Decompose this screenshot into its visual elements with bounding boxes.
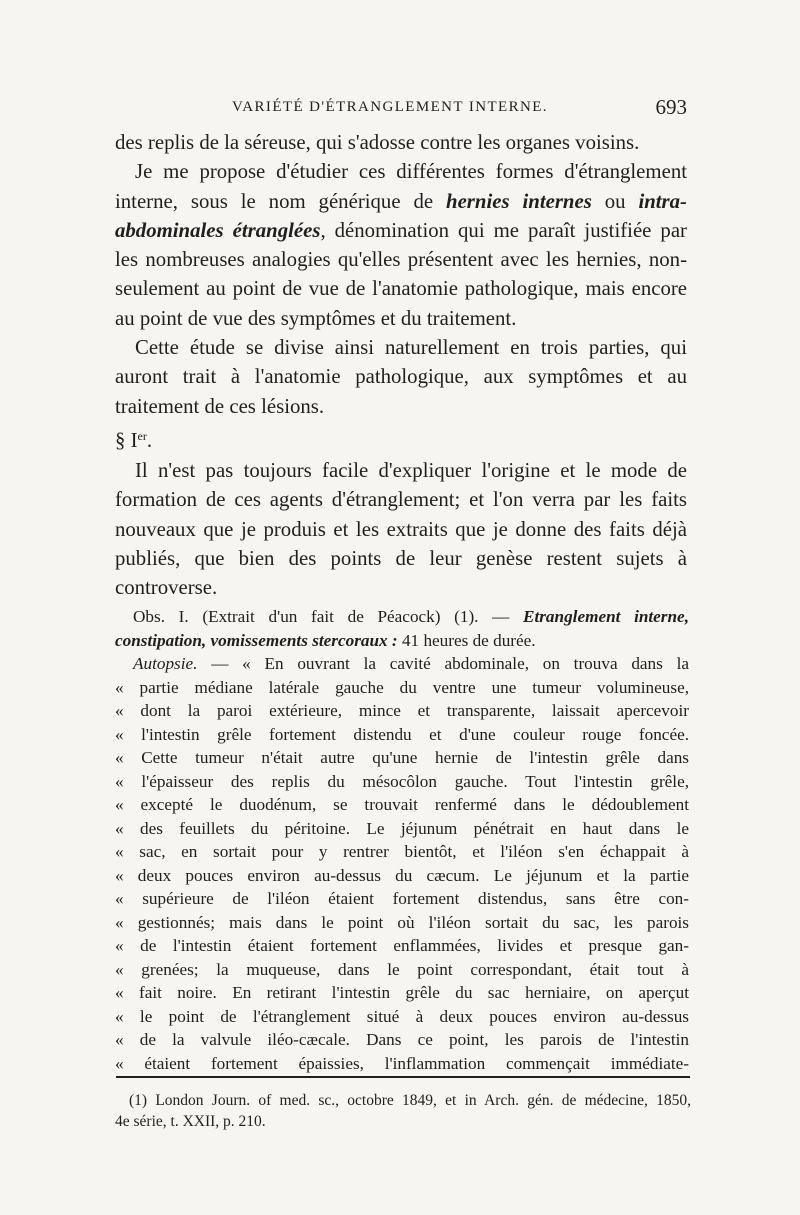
quote-line: « le point de l'étranglement situé à deux pouces environ au-dessus (115, 1006, 689, 1026)
paragraph-2-part-b: ou (591, 189, 639, 213)
paragraph-3: Cette étude se divise ainsi naturellement en trois parties, qui auront trait à l'anatomie pathologique, aux symptômes et au traitement de ces lésions. (115, 336, 687, 418)
autopsie-label: Autopsie. (133, 654, 198, 673)
quote-line: « dont la paroi extérieure, mince et transparente, laissait apercevoir (115, 701, 689, 720)
observation-label: Obs. I. (Extrait d'un fait de Péacock) (1). — (133, 607, 523, 626)
running-head: VARIÉTÉ D'ÉTRANGLEMENT INTERNE. (232, 99, 548, 115)
main-text (115, 128, 687, 602)
quote-line: « grenées; la muqueuse, dans le point correspondant, était tout à (115, 959, 689, 979)
section-heading (115, 421, 687, 456)
quote-line: « deux pouces environ au-dessus du cæcum. Le jéjunum et la partie (115, 865, 689, 885)
observation-subtitle: constipation, vomissements stercoraux : (115, 630, 398, 650)
term-intra-abdominales: intra-abdominales étranglées (115, 189, 687, 242)
observation-duration: 41 heures de durée. (397, 630, 536, 650)
page-number: 693 (655, 95, 687, 119)
quote-line: « des feuillets du péritoine. Le jéjunum pénétrait en haut dans le (115, 818, 689, 838)
section-symbol: § I (115, 428, 138, 452)
quote-line: « étaient fortement épaissies, l'inflammation commençait immédiate- (115, 1053, 689, 1073)
paragraph-2-part-a: Je me propose d'étudier ces différentes formes d'étranglement interne, sous le nom générique de (115, 160, 687, 213)
page-header (115, 95, 687, 127)
quote-line: « l'épaisseur des replis du mésocôlon gauche. Tout l'intestin grêle, (115, 771, 689, 791)
section-superscript: er (137, 428, 147, 443)
footnote-divider (116, 1076, 690, 1078)
quote-line: « de la valvule iléo-cæcale. Dans ce point, les parois de l'intestin (115, 1030, 689, 1049)
footnote (115, 1090, 691, 1132)
observation-heading (115, 605, 689, 652)
quote-line: « de l'intestin étaient fortement enflammées, livides et presque gan- (115, 936, 689, 955)
term-hernies-internes: hernies internes (446, 189, 592, 213)
quote-line: « excepté le duodénum, se trouvait renfermé dans le dédoublement (115, 795, 689, 814)
footnote-line-1: (1) London Journ. of med. sc., octobre 1849, et in Arch. gén. de médecine, 1850, (129, 1092, 691, 1109)
footnote-line-2: 4e série, t. XXII, p. 210. (115, 1113, 266, 1130)
paragraph-2-part-c: , dénomination qui me paraît justifiée par les nombreuses analogies qu'elles présentent avec les hernies, non-seulement au point de vue de l'anatomie pathologique, mais encore au point de vue des symptômes et du traitement. (115, 218, 687, 330)
quote-line: « sac, en sortait pour y rentrer bientôt, et l'iléon s'en échappait à (115, 842, 689, 861)
observation-block (115, 605, 689, 1075)
quote-line (115, 652, 689, 676)
quote-line: « Cette tumeur n'était autre qu'une hernie de l'intestin grêle dans (115, 748, 689, 767)
quote-line: « supérieure de l'iléon étaient fortement distendus, sans être con- (115, 889, 689, 908)
paragraph-2 (115, 157, 687, 333)
quote-line: « gestionnés; mais dans le point où l'iléon sortait du sac, les parois (115, 912, 689, 932)
paragraph-1: des replis de la séreuse, qui s'adosse contre les organes voisins. (115, 131, 640, 154)
observation-title: Etranglement interne, (523, 607, 689, 626)
section-dot: . (146, 428, 153, 452)
paragraph-4: Il n'est pas toujours facile d'expliquer l'origine et le mode de formation de ces agents d'étranglement; et l'on verra par les faits nouveaux que je produis et les extraits que je donne des faits déjà publiés, que bien des points de leur genèse restent sujets à controverse. (115, 458, 687, 600)
quote-line: « fait noire. En retirant l'intestin grêle du sac herniaire, on aperçut (115, 983, 689, 1002)
quote-line: « partie médiane latérale gauche du ventre une tumeur volumineuse, (115, 677, 689, 697)
quote-line: « l'intestin grêle fortement distendu et d'une couleur rouge foncée. (115, 724, 689, 744)
quote-text: — « En ouvrant la cavité abdominale, on trouva dans la (197, 654, 689, 673)
